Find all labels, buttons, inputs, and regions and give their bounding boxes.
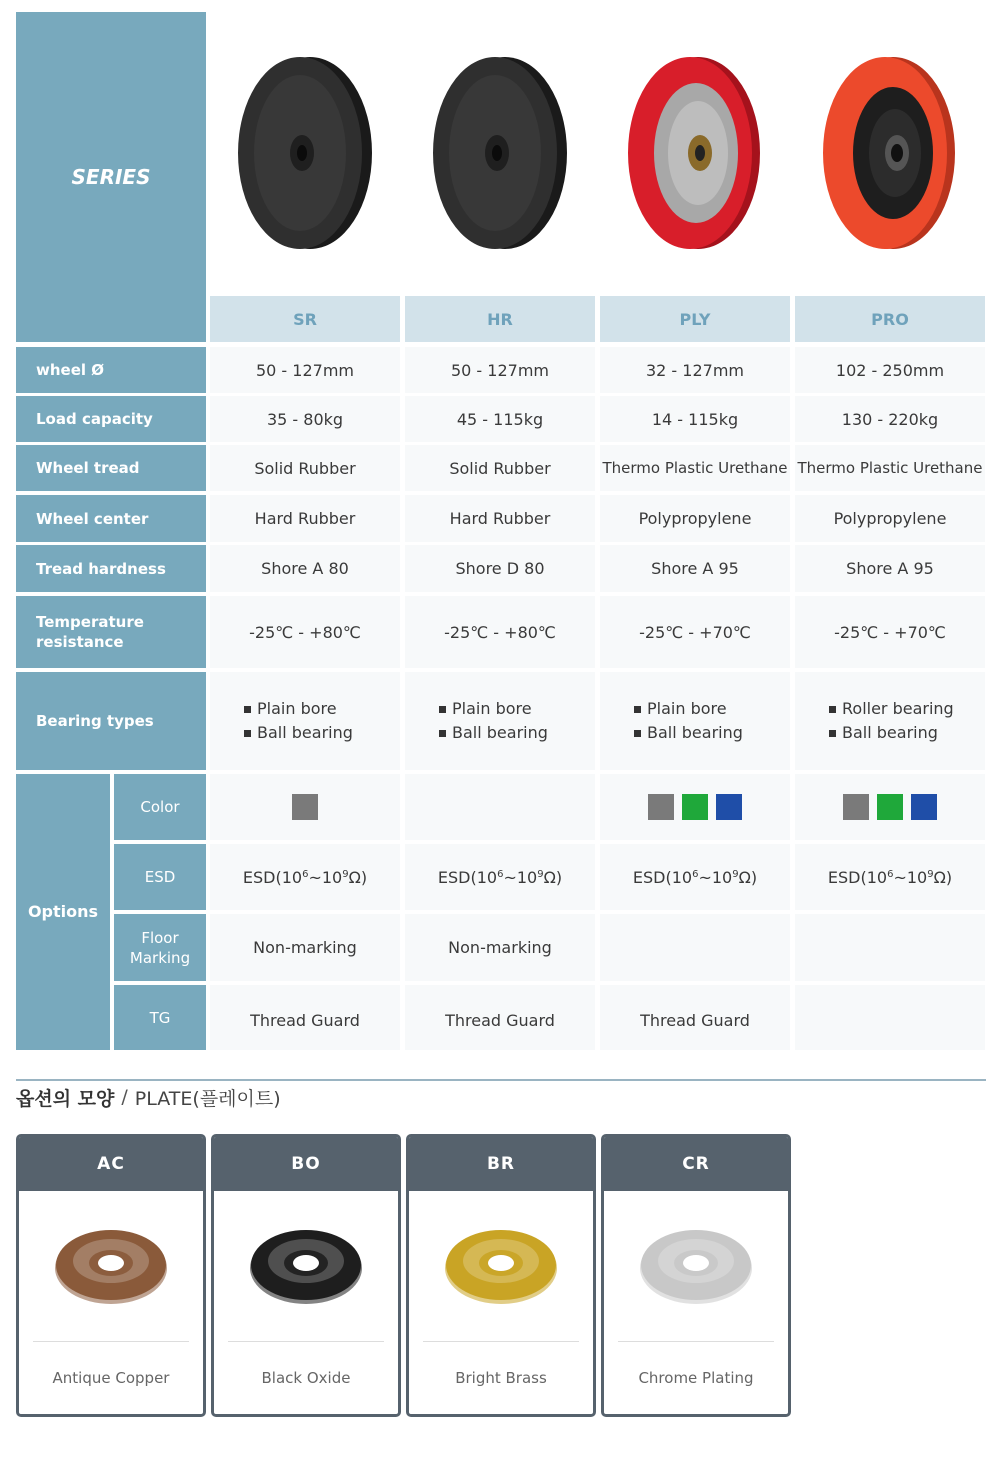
plate-section-title <box>16 1083 281 1111</box>
series-label: SERIES <box>16 12 206 342</box>
bearing-item: Ball bearing <box>439 721 548 745</box>
spec-cell: 50 - 127mm <box>210 347 400 393</box>
spec-cell: Shore D 80 <box>405 545 595 592</box>
series-header-hr: HR <box>405 296 595 342</box>
plate-name: Black Oxide <box>261 1368 351 1387</box>
bearing-item: Ball bearing <box>244 721 353 745</box>
bearing-cell-hr <box>405 672 595 770</box>
spec-cell: -25℃ - +80℃ <box>210 596 400 668</box>
esd-text: $ESD(10^6\sim 10^9\Omega)$ <box>242 867 368 887</box>
bearing-cell-sr <box>210 672 400 770</box>
floor-marking-cell: Non-marking <box>405 914 595 981</box>
option-label-line: Marking <box>129 948 191 967</box>
esd-text: $ESD(10^6\sim 10^9\Omega)$ <box>437 867 563 887</box>
series-header-sr: SR <box>210 296 400 342</box>
option-label-color: Color <box>114 774 206 840</box>
spec-cell: 35 - 80kg <box>210 396 400 442</box>
row-label-load-capacity: Load capacity <box>16 396 206 442</box>
option-label-esd: ESD <box>114 844 206 910</box>
row-label-temperature-resistance <box>16 596 206 668</box>
color-swatch <box>877 794 903 820</box>
wheel-image-ply <box>600 12 790 294</box>
esd-text: $ESD(10^6\sim 10^9\Omega)$ <box>827 867 953 887</box>
option-label-floor-marking <box>114 914 206 981</box>
option-label-tg: TG <box>114 985 206 1050</box>
spec-cell: Polypropylene <box>795 495 985 542</box>
spec-cell: Polypropylene <box>600 495 790 542</box>
esd-cell <box>600 844 790 910</box>
bearing-item: Plain bore <box>244 697 337 721</box>
plate-card-cr <box>601 1134 791 1417</box>
esd-text: $ESD(10^6\sim 10^9\Omega)$ <box>632 867 758 887</box>
series-header-pro: PRO <box>795 296 985 342</box>
plate-code: BO <box>214 1137 398 1191</box>
floor-marking-cell <box>795 914 985 981</box>
plate-name: Bright Brass <box>455 1368 547 1387</box>
color-swatch <box>911 794 937 820</box>
color-cell-pro <box>795 774 985 840</box>
spec-cell: 130 - 220kg <box>795 396 985 442</box>
row-label-line: resistance <box>36 633 124 651</box>
plate-code: CR <box>604 1137 788 1191</box>
bearing-cell-pro <box>795 672 985 770</box>
bearing-item: Ball bearing <box>829 721 938 745</box>
spec-cell: Shore A 95 <box>795 545 985 592</box>
spec-cell: 50 - 127mm <box>405 347 595 393</box>
plate-image <box>214 1191 398 1341</box>
row-label-line: Temperature <box>36 613 144 631</box>
spec-cell: Hard Rubber <box>405 495 595 542</box>
plate-title-sep: / <box>121 1086 128 1108</box>
thread-guard-cell: Thread Guard <box>600 985 790 1050</box>
wheel-image-sr <box>210 12 400 294</box>
spec-cell: Hard Rubber <box>210 495 400 542</box>
bearing-item: Plain bore <box>439 697 532 721</box>
series-header-ply: PLY <box>600 296 790 342</box>
plate-card-ac <box>16 1134 206 1417</box>
plate-image <box>409 1191 593 1341</box>
plate-card-bo <box>211 1134 401 1417</box>
thread-guard-cell: Thread Guard <box>210 985 400 1050</box>
plate-name: Chrome Plating <box>638 1368 754 1387</box>
thread-guard-cell: Thread Guard <box>405 985 595 1050</box>
thread-guard-cell <box>795 985 985 1050</box>
bearing-item: Ball bearing <box>634 721 743 745</box>
color-swatch <box>843 794 869 820</box>
esd-cell <box>405 844 595 910</box>
row-label-wheel-diameter: wheel Ø <box>16 347 206 393</box>
plate-code: BR <box>409 1137 593 1191</box>
spec-cell: -25℃ - +80℃ <box>405 596 595 668</box>
color-swatch <box>716 794 742 820</box>
spec-cell: -25℃ - +70℃ <box>600 596 790 668</box>
color-cell-ply <box>600 774 790 840</box>
color-cell-sr <box>210 774 400 840</box>
row-label-wheel-tread: Wheel tread <box>16 445 206 491</box>
esd-cell <box>795 844 985 910</box>
plate-image <box>604 1191 788 1341</box>
row-label-wheel-center: Wheel center <box>16 495 206 542</box>
plate-title-ko: 옵션의 모양 <box>16 1087 115 1110</box>
spec-cell: 32 - 127mm <box>600 347 790 393</box>
spec-cell: 45 - 115kg <box>405 396 595 442</box>
floor-marking-cell <box>600 914 790 981</box>
color-swatch <box>292 794 318 820</box>
row-label-bearing-types: Bearing types <box>16 672 206 770</box>
spec-cell: 14 - 115kg <box>600 396 790 442</box>
spec-cell: 102 - 250mm <box>795 347 985 393</box>
plate-card-br <box>406 1134 596 1417</box>
section-divider <box>16 1079 986 1081</box>
esd-cell <box>210 844 400 910</box>
spec-cell: Shore A 95 <box>600 545 790 592</box>
color-swatch <box>682 794 708 820</box>
bearing-item: Roller bearing <box>829 697 954 721</box>
spec-cell: -25℃ - +70℃ <box>795 596 985 668</box>
bearing-cell-ply <box>600 672 790 770</box>
plate-title-en: PLATE(플레이트) <box>134 1087 281 1110</box>
spec-cell: Solid Rubber <box>210 445 400 491</box>
spec-cell: Solid Rubber <box>405 445 595 491</box>
color-swatch <box>648 794 674 820</box>
row-label-tread-hardness: Tread hardness <box>16 545 206 592</box>
spec-cell: Shore A 80 <box>210 545 400 592</box>
color-cell-hr <box>405 774 595 840</box>
plate-code: AC <box>19 1137 203 1191</box>
option-label-line: Floor <box>141 928 179 947</box>
wheel-image-hr <box>405 12 595 294</box>
bearing-item: Plain bore <box>634 697 727 721</box>
spec-cell: Thermo Plastic Urethane <box>795 445 985 491</box>
floor-marking-cell: Non-marking <box>210 914 400 981</box>
options-label: Options <box>16 774 110 1050</box>
plate-name: Antique Copper <box>52 1368 170 1387</box>
spec-cell: Thermo Plastic Urethane <box>600 445 790 491</box>
wheel-image-pro <box>795 12 985 294</box>
plate-image <box>19 1191 203 1341</box>
